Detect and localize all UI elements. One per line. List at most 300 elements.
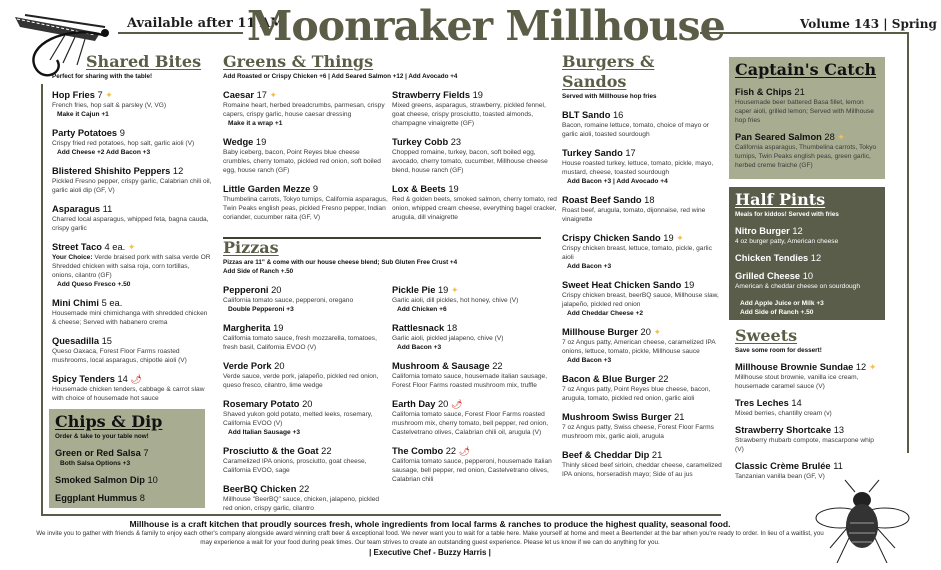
item-price: 22 <box>492 361 503 371</box>
item-description <box>735 472 883 481</box>
item-price: 11 <box>833 461 843 471</box>
item-name: Beef & Cheddar Dip <box>562 450 650 460</box>
menu-item <box>392 284 557 314</box>
item-price: 10 <box>802 271 814 281</box>
section-subtitle: Pizzas are 11" & come with our house cheese blend; Sub Gluten Free Crust +4 <box>223 259 458 266</box>
item-addon: Add Bacon +3 <box>567 263 612 270</box>
item-name: Millhouse Burger <box>562 327 638 337</box>
menu-item <box>55 492 199 504</box>
item-name: BLT Sando <box>562 110 611 120</box>
title-rule-right <box>700 32 909 34</box>
menu-item <box>735 424 883 454</box>
menu-item <box>735 460 883 481</box>
star-icon: ✦ <box>450 285 459 295</box>
item-name: Strawberry Fields <box>392 90 471 100</box>
item-description-text: California tomato sauce, housemade italian sausage, Forest Floor Farms roasted mushroom mix, truffle <box>392 373 548 389</box>
menu-item <box>562 279 722 318</box>
item-name: Millhouse Brownie Sundae <box>735 362 854 372</box>
availability-note: Available after 11 AM <box>127 16 285 31</box>
item-price: 23 <box>450 137 462 147</box>
item-name-line <box>392 398 557 410</box>
item-name-line <box>735 460 883 472</box>
item-name: Margherita <box>223 323 271 333</box>
item-description-prefix: Your Choice: <box>52 254 93 261</box>
item-name: Prosciutto & the Goat <box>223 446 319 456</box>
menu-item <box>52 241 212 289</box>
item-description-text: Verde sauce, verde pork, jalapeño, pickled red onion, queso fresco, cilantro, lime wedge <box>223 373 379 389</box>
item-addon: Add Queso Fresco +.50 <box>57 281 131 288</box>
item-description <box>562 121 722 139</box>
item-name: Quesadilla <box>52 336 100 346</box>
item-description-text: Baby iceberg, bacon, Point Reyes blue cheese crumbles, cherry tomato, pickled red onion, soft boiled egg, house ranch (GF) <box>223 149 381 174</box>
item-description-text: Queso Oaxaca, Forest Floor Farms roasted mushrooms, local asparagus, chipotle aioli (V) <box>52 348 187 364</box>
item-name: BeerBQ Chicken <box>223 484 297 494</box>
item-description <box>562 244 722 262</box>
item-name: Spicy Tenders <box>52 374 115 384</box>
item-name: Pan Seared Salmon <box>735 132 822 142</box>
item-name: Green or Red Salsa <box>55 448 141 458</box>
title-rule-left <box>118 32 243 34</box>
menu-item <box>562 109 722 139</box>
item-description-text: California tomato sauce, pepperoni, oregano <box>223 297 354 304</box>
item-name: Rosemary Potato <box>223 399 300 409</box>
item-price: 12 <box>810 253 822 263</box>
item-price: 5 ea. <box>101 298 123 308</box>
kids-addon: Add Side of Ranch +.50 <box>740 309 814 316</box>
item-name: Wedge <box>223 137 254 147</box>
item-price: 16 <box>612 110 624 120</box>
item-price: 10 <box>147 475 158 485</box>
item-description <box>52 253 212 280</box>
footer <box>0 519 860 558</box>
item-name-line <box>52 127 212 139</box>
section-sweets <box>729 326 889 481</box>
item-description <box>223 195 388 222</box>
item-name-line <box>735 397 883 409</box>
item-name-line <box>52 165 212 177</box>
item-name: Asparagus <box>52 204 101 214</box>
item-description-text: Housemade mini chimichanga with shredded chicken & cheese; Served with habanero crema <box>52 310 208 326</box>
menu-item <box>223 360 388 390</box>
item-description <box>223 410 388 428</box>
item-description-text: Crispy fried red potatoes, hop salt, garlic aioli (V) <box>52 140 195 147</box>
item-price: 20 <box>271 285 282 295</box>
item-description-text: Thumbelina carrots, Tokyo turnips, California asparagus, Twin Peaks english peas, pickled Fresno pepper, Indian coriander, cucumber raita (GF, V) <box>223 196 388 221</box>
item-description <box>52 101 212 110</box>
item-description-text: California tomato sauce, fresh mozzarella, tomatoes, fresh basil, California EVOO (V) <box>223 335 377 351</box>
item-name-line <box>392 136 557 148</box>
item-name-line <box>735 270 879 282</box>
item-name: Strawberry Shortcake <box>735 425 832 435</box>
item-description <box>562 385 722 403</box>
menu-item <box>392 360 557 390</box>
item-name-line <box>392 89 557 101</box>
item-name-line <box>735 424 883 436</box>
menu-item <box>52 165 212 195</box>
section-half-pints <box>729 187 885 320</box>
menu-item <box>735 270 879 291</box>
menu-item <box>562 147 722 186</box>
menu-item <box>392 89 557 128</box>
item-name-line <box>562 279 722 291</box>
item-name-line <box>223 89 388 101</box>
frame-border-right <box>907 33 909 453</box>
menu-item <box>52 89 212 119</box>
item-price: 4 ea. <box>104 242 126 252</box>
section-title: Burgers & Sandos <box>562 52 655 91</box>
section-subtitle: Perfect for sharing with the table! <box>52 73 153 80</box>
item-name-line <box>52 373 212 385</box>
item-name-line <box>52 335 212 347</box>
item-description <box>392 195 557 222</box>
item-addon: Add Cheddar Cheese +2 <box>567 310 644 317</box>
item-name-line <box>392 445 557 457</box>
item-name-line <box>392 322 557 334</box>
item-name: Turkey Sando <box>562 148 623 158</box>
item-name-line <box>562 109 722 121</box>
item-name: Bacon & Blue Burger <box>562 374 656 384</box>
kids-addon: Add Apple Juice or Milk +3 <box>740 300 824 307</box>
item-name: Smoked Salmon Dip <box>55 475 145 485</box>
item-price: 11 <box>102 204 113 214</box>
section-subtitle: Add Roasted or Crispy Chicken +6 | Add Seared Salmon +12 | Add Avocado +4 <box>223 73 458 80</box>
item-name-line <box>562 449 722 461</box>
item-name: Sweet Heat Chicken Sando <box>562 280 682 290</box>
item-description-text: Tanzanian vanilla bean (GF, V) <box>735 473 825 480</box>
item-name: Pickle Pie <box>392 285 436 295</box>
item-price: 18 <box>446 323 458 333</box>
item-description <box>735 436 883 454</box>
section-shared-bites <box>52 52 212 403</box>
item-description-text: Verde braised pork with salsa verde OR Shredded chicken with salsa roja, corn tortillas, onions, cilantro (GF) <box>52 254 211 279</box>
star-icon: ✦ <box>676 233 684 243</box>
item-description <box>562 423 722 441</box>
item-description-text: California tomato sauce, pepperoni, housemade Italian sausage, bell pepper, red onion, Castelvetrano olives, Calabrian chili <box>392 458 552 483</box>
menu-item <box>562 411 722 441</box>
item-name: Nitro Burger <box>735 226 790 236</box>
item-description <box>223 296 388 305</box>
star-icon: ✦ <box>127 242 136 252</box>
item-price: 15 <box>101 336 112 346</box>
item-name-line <box>223 483 388 495</box>
menu-item <box>735 361 883 391</box>
item-name-line <box>223 398 388 410</box>
item-addon: Make it Cajun +1 <box>57 111 109 118</box>
item-description <box>392 372 557 390</box>
section-subtitle: Save some room for dessert! <box>735 347 822 354</box>
menu-item <box>735 252 879 264</box>
item-price: 8 <box>139 493 145 503</box>
item-name-line <box>223 136 388 148</box>
item-name-line <box>735 225 879 237</box>
section-title: Chips & Dip <box>55 412 163 431</box>
item-description <box>52 139 212 148</box>
executive-chef: | Executive Chef - Buzzy Harris | <box>369 548 491 557</box>
item-price: 19 <box>663 233 674 243</box>
menu-item <box>223 322 388 352</box>
item-addon: Add Bacon +3 | Add Avocado +4 <box>567 178 668 185</box>
item-name-line <box>223 445 388 457</box>
section-subtitle-2: Add Side of Ranch +.50 <box>223 268 294 275</box>
item-description <box>735 282 879 291</box>
menu-item <box>223 284 388 314</box>
item-name-line <box>55 447 199 459</box>
section-greens-things <box>223 52 557 222</box>
item-description-text: California tomato sauce, Forest Floor Farms roasted mushroom mix, cherry tomato, bell pepper, red onion, Castelvetrano olives, Calabrian chili oil, arugula (V) <box>392 411 549 436</box>
item-description-text: Mixed greens, asparagus, strawberry, pickled fennel, goat cheese, crispy prosciutto, toasted almonds, champagne vinaigrette (GF) <box>392 102 546 127</box>
menu-item <box>52 373 212 403</box>
item-description <box>52 347 212 365</box>
item-price: 19 <box>255 137 267 147</box>
menu-item <box>562 373 722 403</box>
item-name: Little Garden Mezze <box>223 184 311 194</box>
item-description-text: Bacon, romaine lettuce, tomato, choice of mayo or garlic aioli, toasted sourdough <box>562 122 709 138</box>
item-description <box>52 385 212 403</box>
item-price: 19 <box>472 90 483 100</box>
menu-item <box>223 398 388 437</box>
item-name-line <box>52 89 212 101</box>
item-name-line <box>55 492 199 504</box>
item-price: 7 <box>143 448 149 458</box>
section-chips-dip <box>49 409 205 508</box>
section-burgers-sandos <box>562 52 722 479</box>
menu-item <box>562 326 722 365</box>
item-description <box>223 457 388 475</box>
item-description-text: Pickled Fresno pepper, crispy garlic, Calabrian chili oil, garlic aioli dip (GF, V) <box>52 178 212 194</box>
frame-border-left <box>41 84 43 516</box>
item-price: 22 <box>298 484 310 494</box>
item-description-text: Red & golden beets, smoked salmon, cherry tomato, red onion, whipped cream cheese, everything bagel cracker, arugula, dill vinaigrette <box>392 196 557 221</box>
item-name-line <box>562 147 722 159</box>
item-name: Mushroom & Sausage <box>392 361 490 371</box>
item-price: 7 <box>97 90 103 100</box>
item-name-line <box>735 361 883 373</box>
item-name: Pepperoni <box>223 285 269 295</box>
item-name: Lox & Beets <box>392 184 446 194</box>
item-name: Earth Day <box>392 399 436 409</box>
item-description <box>223 148 388 175</box>
menu-item <box>392 322 557 352</box>
item-description-text: Housemade beer battered Basa fillet, lemon caper aioli, grilled lemon; Served with Millhouse hop fries <box>735 99 874 124</box>
star-icon: ✦ <box>868 362 877 372</box>
item-addon: Add Bacon +3 <box>567 357 612 364</box>
item-description <box>223 495 388 513</box>
menu-item <box>392 398 557 437</box>
item-description-text: Charred local asparagus, whipped feta, bagna cauda, crispy garlic <box>52 216 209 232</box>
item-name: Rattlesnack <box>392 323 445 333</box>
item-price: 28 <box>824 132 835 142</box>
item-description <box>52 309 212 327</box>
item-name: Tres Leches <box>735 398 789 408</box>
item-price: 21 <box>674 412 685 422</box>
item-price: 14 <box>117 374 128 384</box>
item-description-text: 7 oz Angus patty, Swiss cheese, Forest Floor Farms mushroom mix, garlic aioli, arugula <box>562 424 714 440</box>
menu-item <box>223 89 388 128</box>
item-name-line <box>562 411 722 423</box>
item-name: Classic Crème Brulée <box>735 461 831 471</box>
item-description-text: California asparagus, Thumbelina carrots, Tokyo turnips, Twin Peaks english peas, green garlic, herbed creme fraiche (GF) <box>735 144 877 169</box>
item-name: Mushroom Swiss Burger <box>562 412 672 422</box>
section-title: Captain's Catch <box>735 60 877 79</box>
menu-item <box>735 131 879 170</box>
star-icon: ✦ <box>653 327 662 337</box>
item-description-text: Romaine heart, herbed breadcrumbs, parmesan, crispy capers, crispy garlic, house caesar dressing <box>223 102 385 118</box>
item-addon: Make it a wrap +1 <box>228 120 283 127</box>
section-subtitle: Meals for kiddos! Served with fries <box>735 211 839 218</box>
item-price: 12 <box>792 226 803 236</box>
item-description <box>392 296 557 305</box>
item-name-line <box>735 86 879 98</box>
section-title: Sweets <box>735 326 798 345</box>
item-name: Hop Fries <box>52 90 95 100</box>
item-description-text: Strawberry rhubarb compote, mascarpone whip (V) <box>735 437 874 453</box>
menu-item <box>52 335 212 365</box>
frame-border-bottom <box>41 514 721 516</box>
item-name-line <box>392 360 557 372</box>
item-name-line <box>562 326 722 338</box>
restaurant-title: Moonraker Millhouse <box>247 2 725 50</box>
item-price: 22 <box>658 374 669 384</box>
item-name: Blistered Shishito Peppers <box>52 166 171 176</box>
section-title: Half Pints <box>735 190 826 209</box>
item-description-text: French fries, hop salt & parsley (V, VG) <box>52 102 167 109</box>
chili-pepper-icon: 🌶 <box>458 446 471 456</box>
item-addon: Add Bacon +3 <box>397 344 442 351</box>
item-description <box>735 143 879 170</box>
item-description <box>562 206 722 224</box>
item-description-text: Garlic aioli, dill pickles, hot honey, chive (V) <box>392 297 519 304</box>
item-description <box>392 148 557 175</box>
section-title: Greens & Things <box>223 52 374 71</box>
menu-item <box>562 232 722 271</box>
section-subtitle: Order & take to your table now! <box>55 433 149 440</box>
item-price: 14 <box>791 398 802 408</box>
menu-item <box>223 483 388 513</box>
item-description-text: Millhouse stout brownie, vanilla ice cream, housemade caramel sauce (V) <box>735 374 859 390</box>
menu-item <box>392 445 557 484</box>
item-description <box>735 237 879 246</box>
item-description-text: Mixed berries, chantilly cream (v) <box>735 410 832 417</box>
item-name-line <box>52 241 212 253</box>
item-name: Grilled Cheese <box>735 271 801 281</box>
item-name: Party Potatoes <box>52 128 118 138</box>
item-name: Verde Pork <box>223 361 272 371</box>
item-name-line <box>52 203 212 215</box>
item-description <box>392 457 557 484</box>
item-description-text: Chopped romaine, turkey, bacon, soft boiled egg, avocado, cherry tomato, cucumber, Millhouse cheese blend, house ranch (GF) <box>392 149 548 174</box>
item-name-line <box>562 232 722 244</box>
item-description <box>735 409 883 418</box>
item-description-text: Roast beef, arugula, tomato, dijonnaise, red wine vinaigrette <box>562 207 706 223</box>
item-price: 20 <box>274 361 285 371</box>
menu-item <box>392 183 557 222</box>
item-description <box>52 177 212 195</box>
item-description <box>223 101 388 119</box>
item-description <box>562 291 722 309</box>
item-name: The Combo <box>392 446 444 456</box>
star-icon: ✦ <box>105 90 113 100</box>
menu-item <box>223 183 388 222</box>
chili-pepper-icon: 🌶 <box>450 399 463 409</box>
item-name-line <box>55 474 199 486</box>
item-name: Caesar <box>223 90 255 100</box>
item-description-text: 7 oz Angus patty, American cheese, caramelized IPA onions, lettuce, tomato, pickle, Millhouse sauce <box>562 339 716 355</box>
item-price: 12 <box>172 166 184 176</box>
menu-item <box>735 225 879 246</box>
menu-item <box>562 449 722 479</box>
item-price: 22 <box>321 446 332 456</box>
item-description <box>562 159 722 177</box>
menu-item <box>392 136 557 175</box>
item-price: 19 <box>438 285 449 295</box>
item-price: 20 <box>302 399 313 409</box>
item-price: 20 <box>438 399 449 409</box>
item-name: Roast Beef Sando <box>562 195 642 205</box>
item-price: 19 <box>683 280 695 290</box>
item-description-text: American & cheddar cheese on sourdough <box>735 283 860 290</box>
item-price: 19 <box>448 184 459 194</box>
menu-item <box>52 203 212 233</box>
item-name: Street Taco <box>52 242 102 252</box>
item-name-line <box>735 252 879 264</box>
item-name-line <box>392 284 557 296</box>
item-addon: Add Chicken +6 <box>397 306 447 313</box>
item-description-text: Housemade chicken tenders, cabbage & carrot slaw with choice of housemade hot sauce <box>52 386 205 402</box>
item-addon: Add Italian Sausage +3 <box>228 429 301 436</box>
item-name: Chicken Tendies <box>735 253 809 263</box>
item-name-line <box>223 322 388 334</box>
item-addon: Double Pepperoni +3 <box>228 306 294 313</box>
item-price: 21 <box>794 87 805 97</box>
item-description <box>562 461 722 479</box>
item-description-text: Garlic aioli, pickled jalapeno, chive (V) <box>392 335 504 342</box>
item-description <box>223 334 388 352</box>
item-price: 17 <box>625 148 636 158</box>
menu-item <box>52 297 212 327</box>
menu-item <box>55 474 199 486</box>
menu-item <box>223 136 388 175</box>
section-captains-catch <box>729 57 885 179</box>
item-price: 9 <box>312 184 319 194</box>
item-name: Fish & Chips <box>735 87 792 97</box>
item-description <box>392 101 557 128</box>
item-description <box>735 373 883 391</box>
item-price: 19 <box>273 323 284 333</box>
menu-item <box>52 127 212 157</box>
menu-item <box>562 194 722 224</box>
item-name-line <box>562 194 722 206</box>
star-icon: ✦ <box>837 132 845 142</box>
item-description-text: Crispy chicken breast, lettuce, tomato, pickle, garlic aioli <box>562 245 712 261</box>
item-description-text: Millhouse "BeerBQ" sauce, chicken, jalapeno, pickled red onion, crispy garlic, cilantro <box>223 496 380 512</box>
item-description <box>392 334 557 343</box>
menu-item <box>55 447 199 468</box>
star-icon: ✦ <box>269 90 278 100</box>
section-title: Shared Bites <box>86 52 202 71</box>
item-description-text: Caramelized IPA onions, prosciutto, goat cheese, California EVOO, sage <box>223 458 367 474</box>
item-description-text: Thinly sliced beef sirloin, cheddar cheese, caramelized IPA onions, horseradish mayo; Side of au jus <box>562 462 722 478</box>
section-pizzas <box>223 238 553 513</box>
menu-item <box>735 397 883 418</box>
item-description <box>392 410 557 437</box>
item-price: 20 <box>640 327 651 337</box>
item-name-line <box>223 284 388 296</box>
item-name-line <box>392 183 557 195</box>
item-name-line <box>735 131 879 143</box>
item-price: 13 <box>833 425 845 435</box>
item-description-text: 7 oz Angus patty, Point Reyes blue cheese, bacon, arugula, tomato, pickled red onion, garlic aioli <box>562 386 711 402</box>
item-name: Turkey Cobb <box>392 137 449 147</box>
